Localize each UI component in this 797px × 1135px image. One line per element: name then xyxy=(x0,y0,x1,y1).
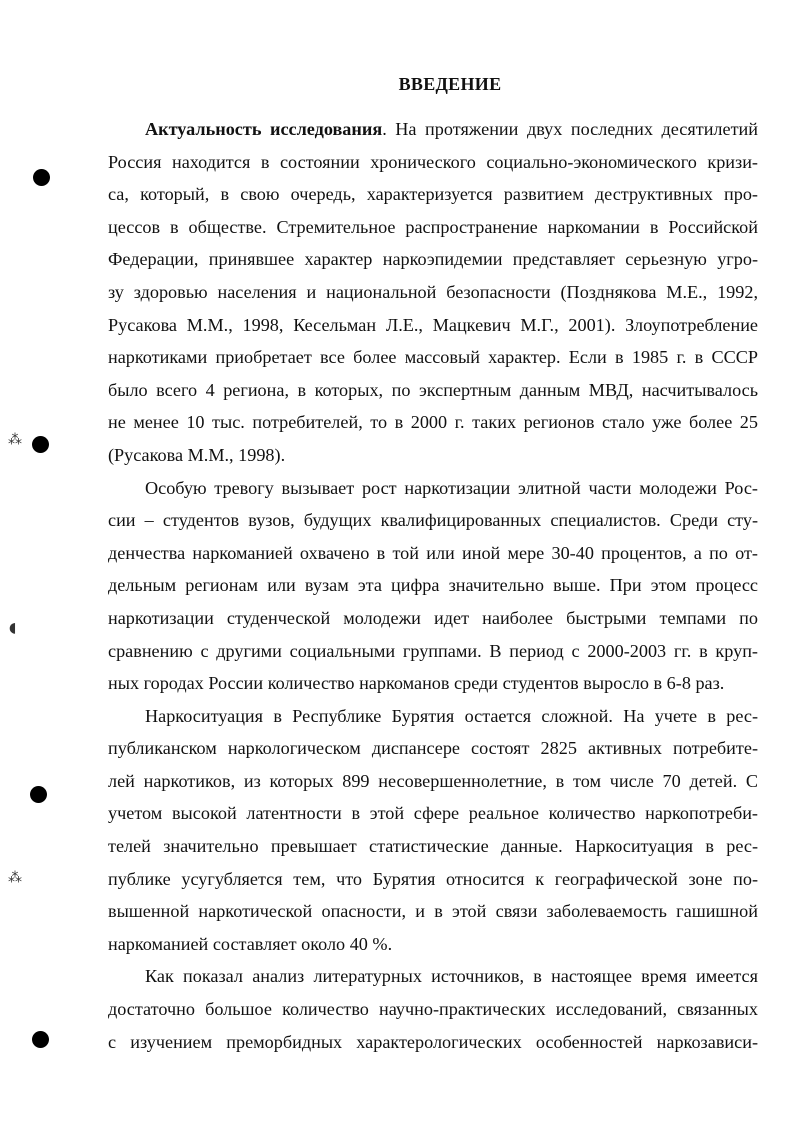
text-line: ных городах России количество наркоманов среди студентов выросло в 6-8 раз. xyxy=(108,673,725,694)
text-line: Особую тревогу вызывает рост наркотизации элитной части молодежи Рос- xyxy=(145,477,758,498)
scan-artifact-icon: ◖ xyxy=(9,620,17,636)
page-title: ВВЕДЕНИЕ xyxy=(398,74,502,94)
text-line: не менее 10 тыс. потребителей, то в 2000 г. таких регионов стало уже более 25 xyxy=(108,412,758,433)
punch-hole-1 xyxy=(33,169,50,186)
text-line: Как показал анализ литературных источников, в настоящее время имеется xyxy=(145,966,758,987)
text-line: Федерации, принявшее характер наркоэпидемии представляет серьезную угро- xyxy=(108,249,758,270)
paragraph-3 xyxy=(108,700,758,961)
text-line: публике усугубляется тем, что Бурятия относится к географической зоне по- xyxy=(108,868,758,889)
scan-artifact-icon: ⁂ xyxy=(8,432,22,448)
text-line: сравнению с другими социальными группами. В период с 2000-2003 гг. в круп- xyxy=(108,640,758,661)
text-line: лей наркотиков, из которых 899 несовершеннолетние, в том числе 70 детей. С xyxy=(108,770,758,791)
paragraph-2 xyxy=(108,472,758,700)
text-line: наркотиками приобретает все более массовый характер. Если в 1985 г. в СССР xyxy=(108,347,758,368)
text-line: дельным регионам или вузам эта цифра значительно выше. При этом процесс xyxy=(108,575,758,596)
text-line: наркотизации студенческой молодежи идет наиболее быстрыми темпами по xyxy=(108,607,758,628)
text-line: цессов в обществе. Стремительное распространение наркомании в Российской xyxy=(108,216,758,237)
text-line: вышенной наркотической опасности, и в этой связи заболеваемость гашишной xyxy=(108,901,758,922)
text-line: (Русакова М.М., 1998). xyxy=(108,444,286,465)
text-line: Россия находится в состоянии хронического социально-экономического кризи- xyxy=(108,151,758,172)
text-line: Наркоситуация в Республике Бурятия остается сложной. На учете в рес- xyxy=(145,705,758,726)
text-line: телей значительно превышает статистические данные. Наркоситуация в рес- xyxy=(108,836,758,857)
text-line: денчества наркоманией охвачено в той или иной мере 30-40 процентов, а по от- xyxy=(108,542,758,563)
text-line: учетом высокой латентности в этой сфере реальное количество наркопотреби- xyxy=(108,803,758,824)
text-line: Актуальность исследования. На протяжении двух последних десятилетий xyxy=(145,119,758,139)
text-line: было всего 4 региона, в которых, по экспертным данным МВД, насчитывалось xyxy=(108,379,758,400)
punch-hole-4 xyxy=(32,1031,49,1048)
body-text xyxy=(108,113,758,1058)
text-line: наркоманией составляет около 40 %. xyxy=(108,933,393,954)
text-line: с изучением преморбидных характерологических особенностей наркозависи- xyxy=(108,1031,758,1052)
text-line: зу здоровью населения и национальной безопасности (Позднякова М.Е., 1992, xyxy=(108,281,758,302)
punch-hole-3 xyxy=(30,786,47,803)
text-line: достаточно большое количество научно-практических исследований, связанных xyxy=(108,999,758,1020)
text-line: са, который, в свою очередь, характеризуется развитием деструктивных про- xyxy=(108,184,758,205)
text-line: публиканском наркологическом диспансере состоят 2825 активных потребите- xyxy=(108,738,758,759)
text-line: Русакова М.М., 1998, Кесельман Л.Е., Мацкевич М.Г., 2001). Злоупотребление xyxy=(108,314,758,335)
text-line: сии – студентов вузов, будущих квалифицированных специалистов. Среди сту- xyxy=(108,510,758,531)
lead-heading: Актуальность исследования xyxy=(145,119,383,139)
paragraph-4 xyxy=(108,960,758,1058)
paragraph-1 xyxy=(108,113,758,472)
scan-artifact-icon: ⁂ xyxy=(8,870,22,886)
punch-hole-2 xyxy=(32,436,49,453)
